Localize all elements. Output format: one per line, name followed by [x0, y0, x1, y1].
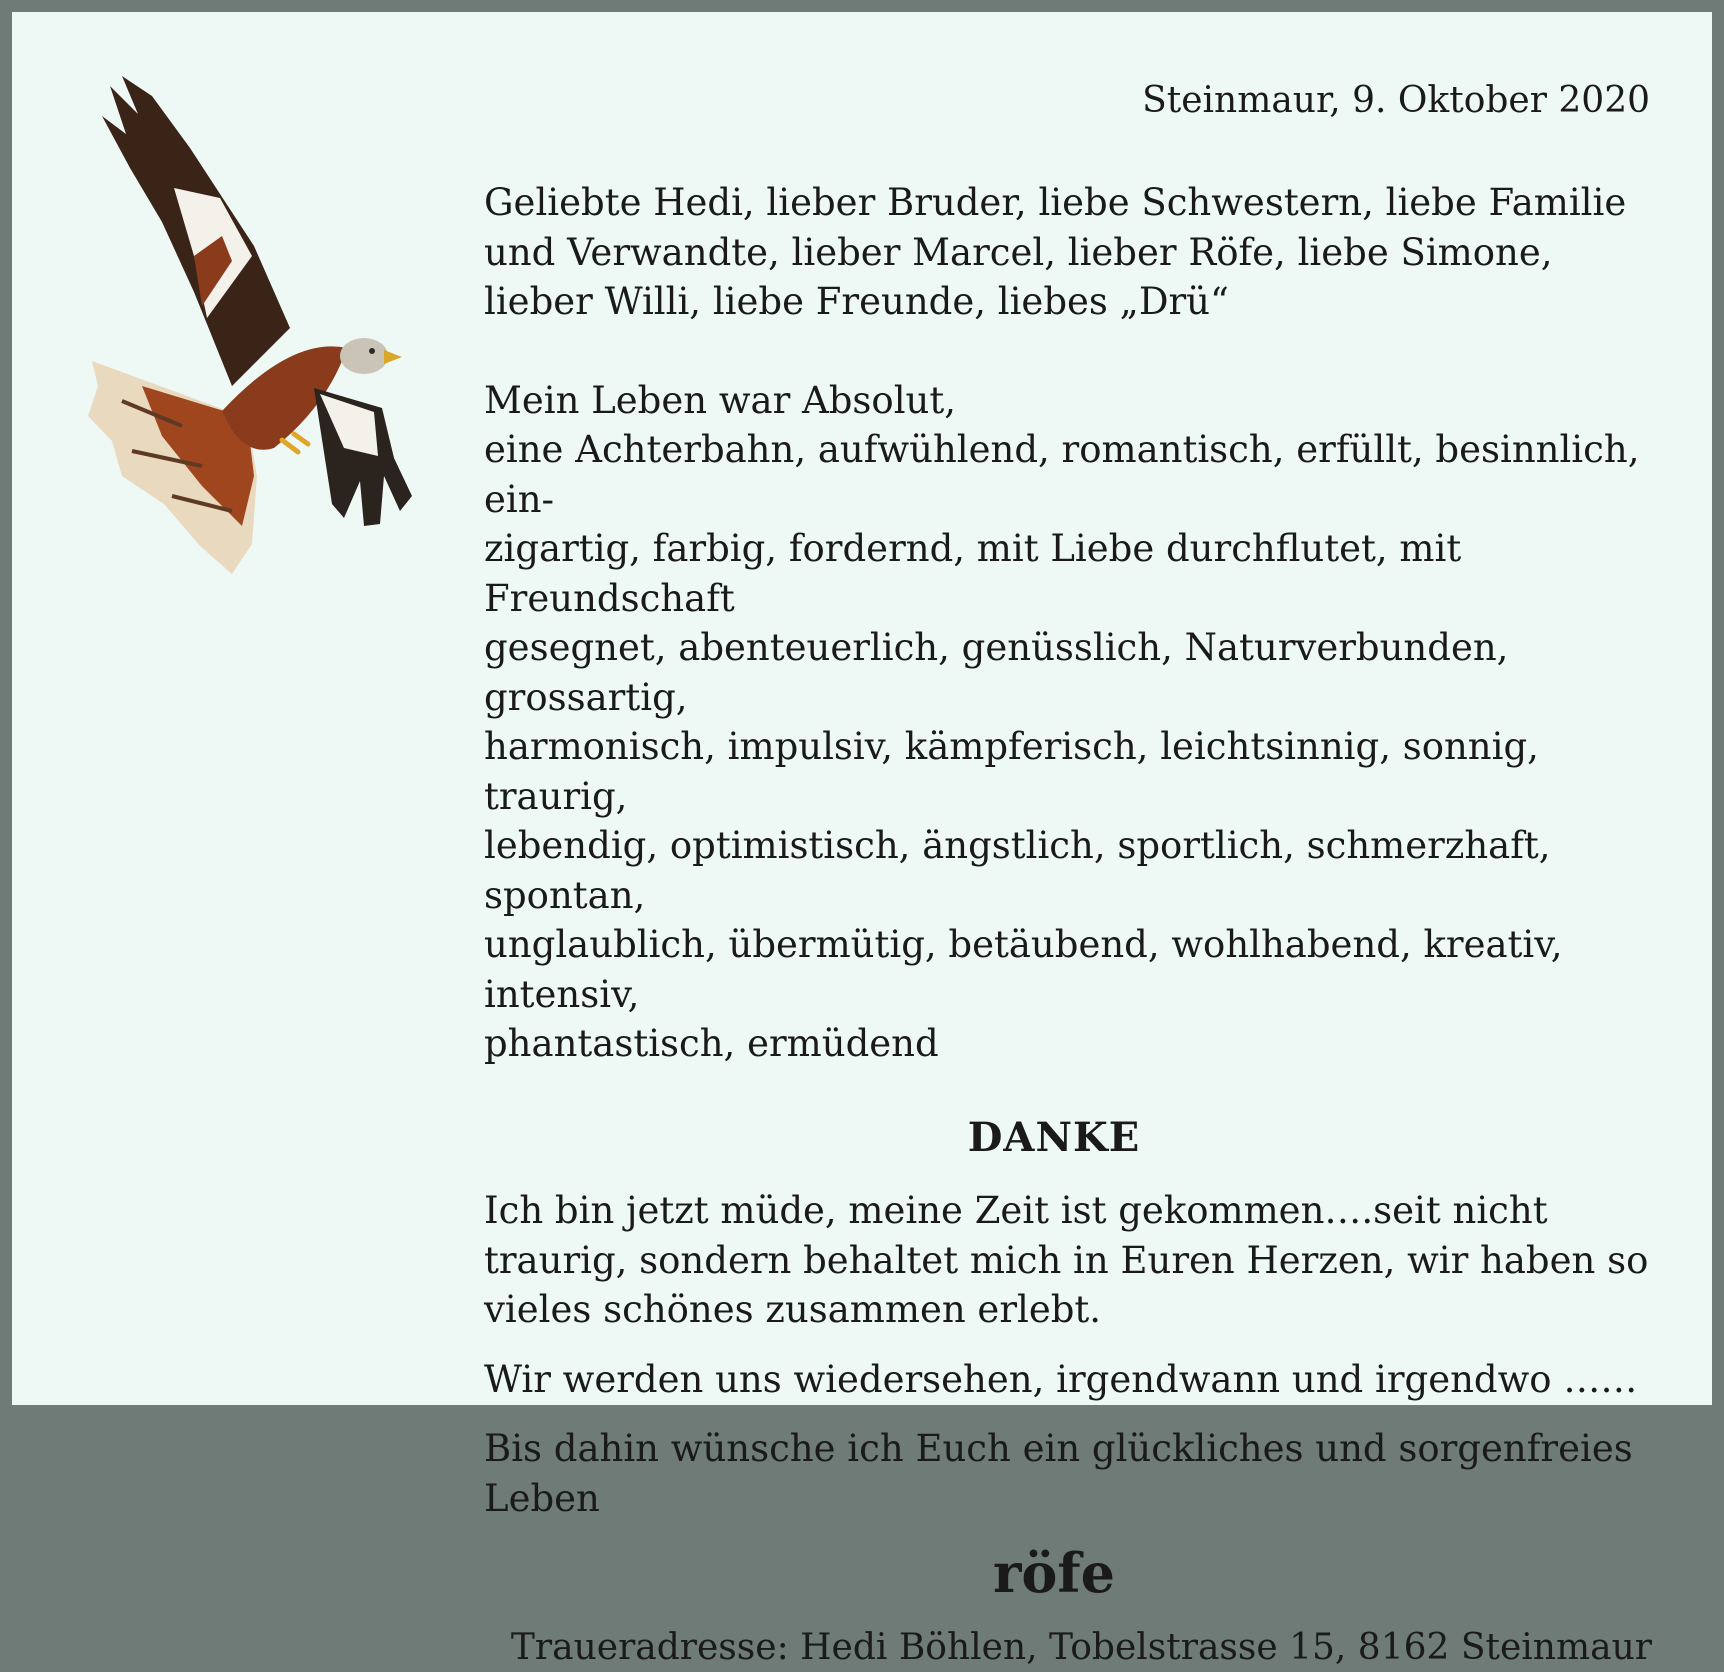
obituary-card [12, 12, 1712, 1405]
red-kite-bird-icon [82, 56, 422, 586]
life-line: eine Achterbahn, aufwühlend, romantisch, erfüllt, besinnlich, ein- [484, 425, 1664, 524]
date-line: Steinmaur, 9. Oktober 2020 [1142, 80, 1650, 121]
obituary-text [484, 178, 1664, 1672]
farewell-paragraph: Ich bin jetzt müde, meine Zeit ist gekommen….seit nicht traurig, sondern behaltet mich in Euren Herzen, wir haben so vieles schönes zusammen erlebt. [484, 1186, 1664, 1335]
life-line: gesegnet, abenteuerlich, genüsslich, Naturverbunden, grossartig, [484, 623, 1664, 722]
life-line: lebendig, optimistisch, ängstlich, sportlich, schmerzhaft, spontan, [484, 821, 1664, 920]
wishes-line: Bis dahin wünsche ich Euch ein glückliches und sorgenfreies Leben [484, 1424, 1664, 1523]
life-line: unglaublich, übermütig, betäubend, wohlhabend, kreativ, intensiv, [484, 920, 1664, 1019]
thanks-heading: DANKE [484, 1113, 1664, 1163]
life-intro: Mein Leben war Absolut, [484, 376, 1664, 426]
greeting-paragraph: Geliebte Hedi, lieber Bruder, liebe Schwestern, liebe Familie und Verwandte, lieber Marcel, lieber Röfe, liebe Simone, lieber Willi, liebe Freunde, liebes „Drü“ [484, 178, 1664, 327]
life-line: phantastisch, ermüdend [484, 1019, 1664, 1069]
reunion-line: Wir werden uns wiedersehen, irgendwann und irgendwo …… [484, 1355, 1664, 1405]
life-line: harmonisch, impulsiv, kämpferisch, leichtsinnig, sonnig, traurig, [484, 722, 1664, 821]
life-line: zigartig, farbig, fordernd, mit Liebe durchflutet, mit Freundschaft [484, 524, 1664, 623]
signature: röfe [484, 1549, 1664, 1599]
mourning-address: Traueradresse: Hedi Böhlen, Tobelstrasse 15, 8162 Steinmaur [484, 1623, 1664, 1672]
